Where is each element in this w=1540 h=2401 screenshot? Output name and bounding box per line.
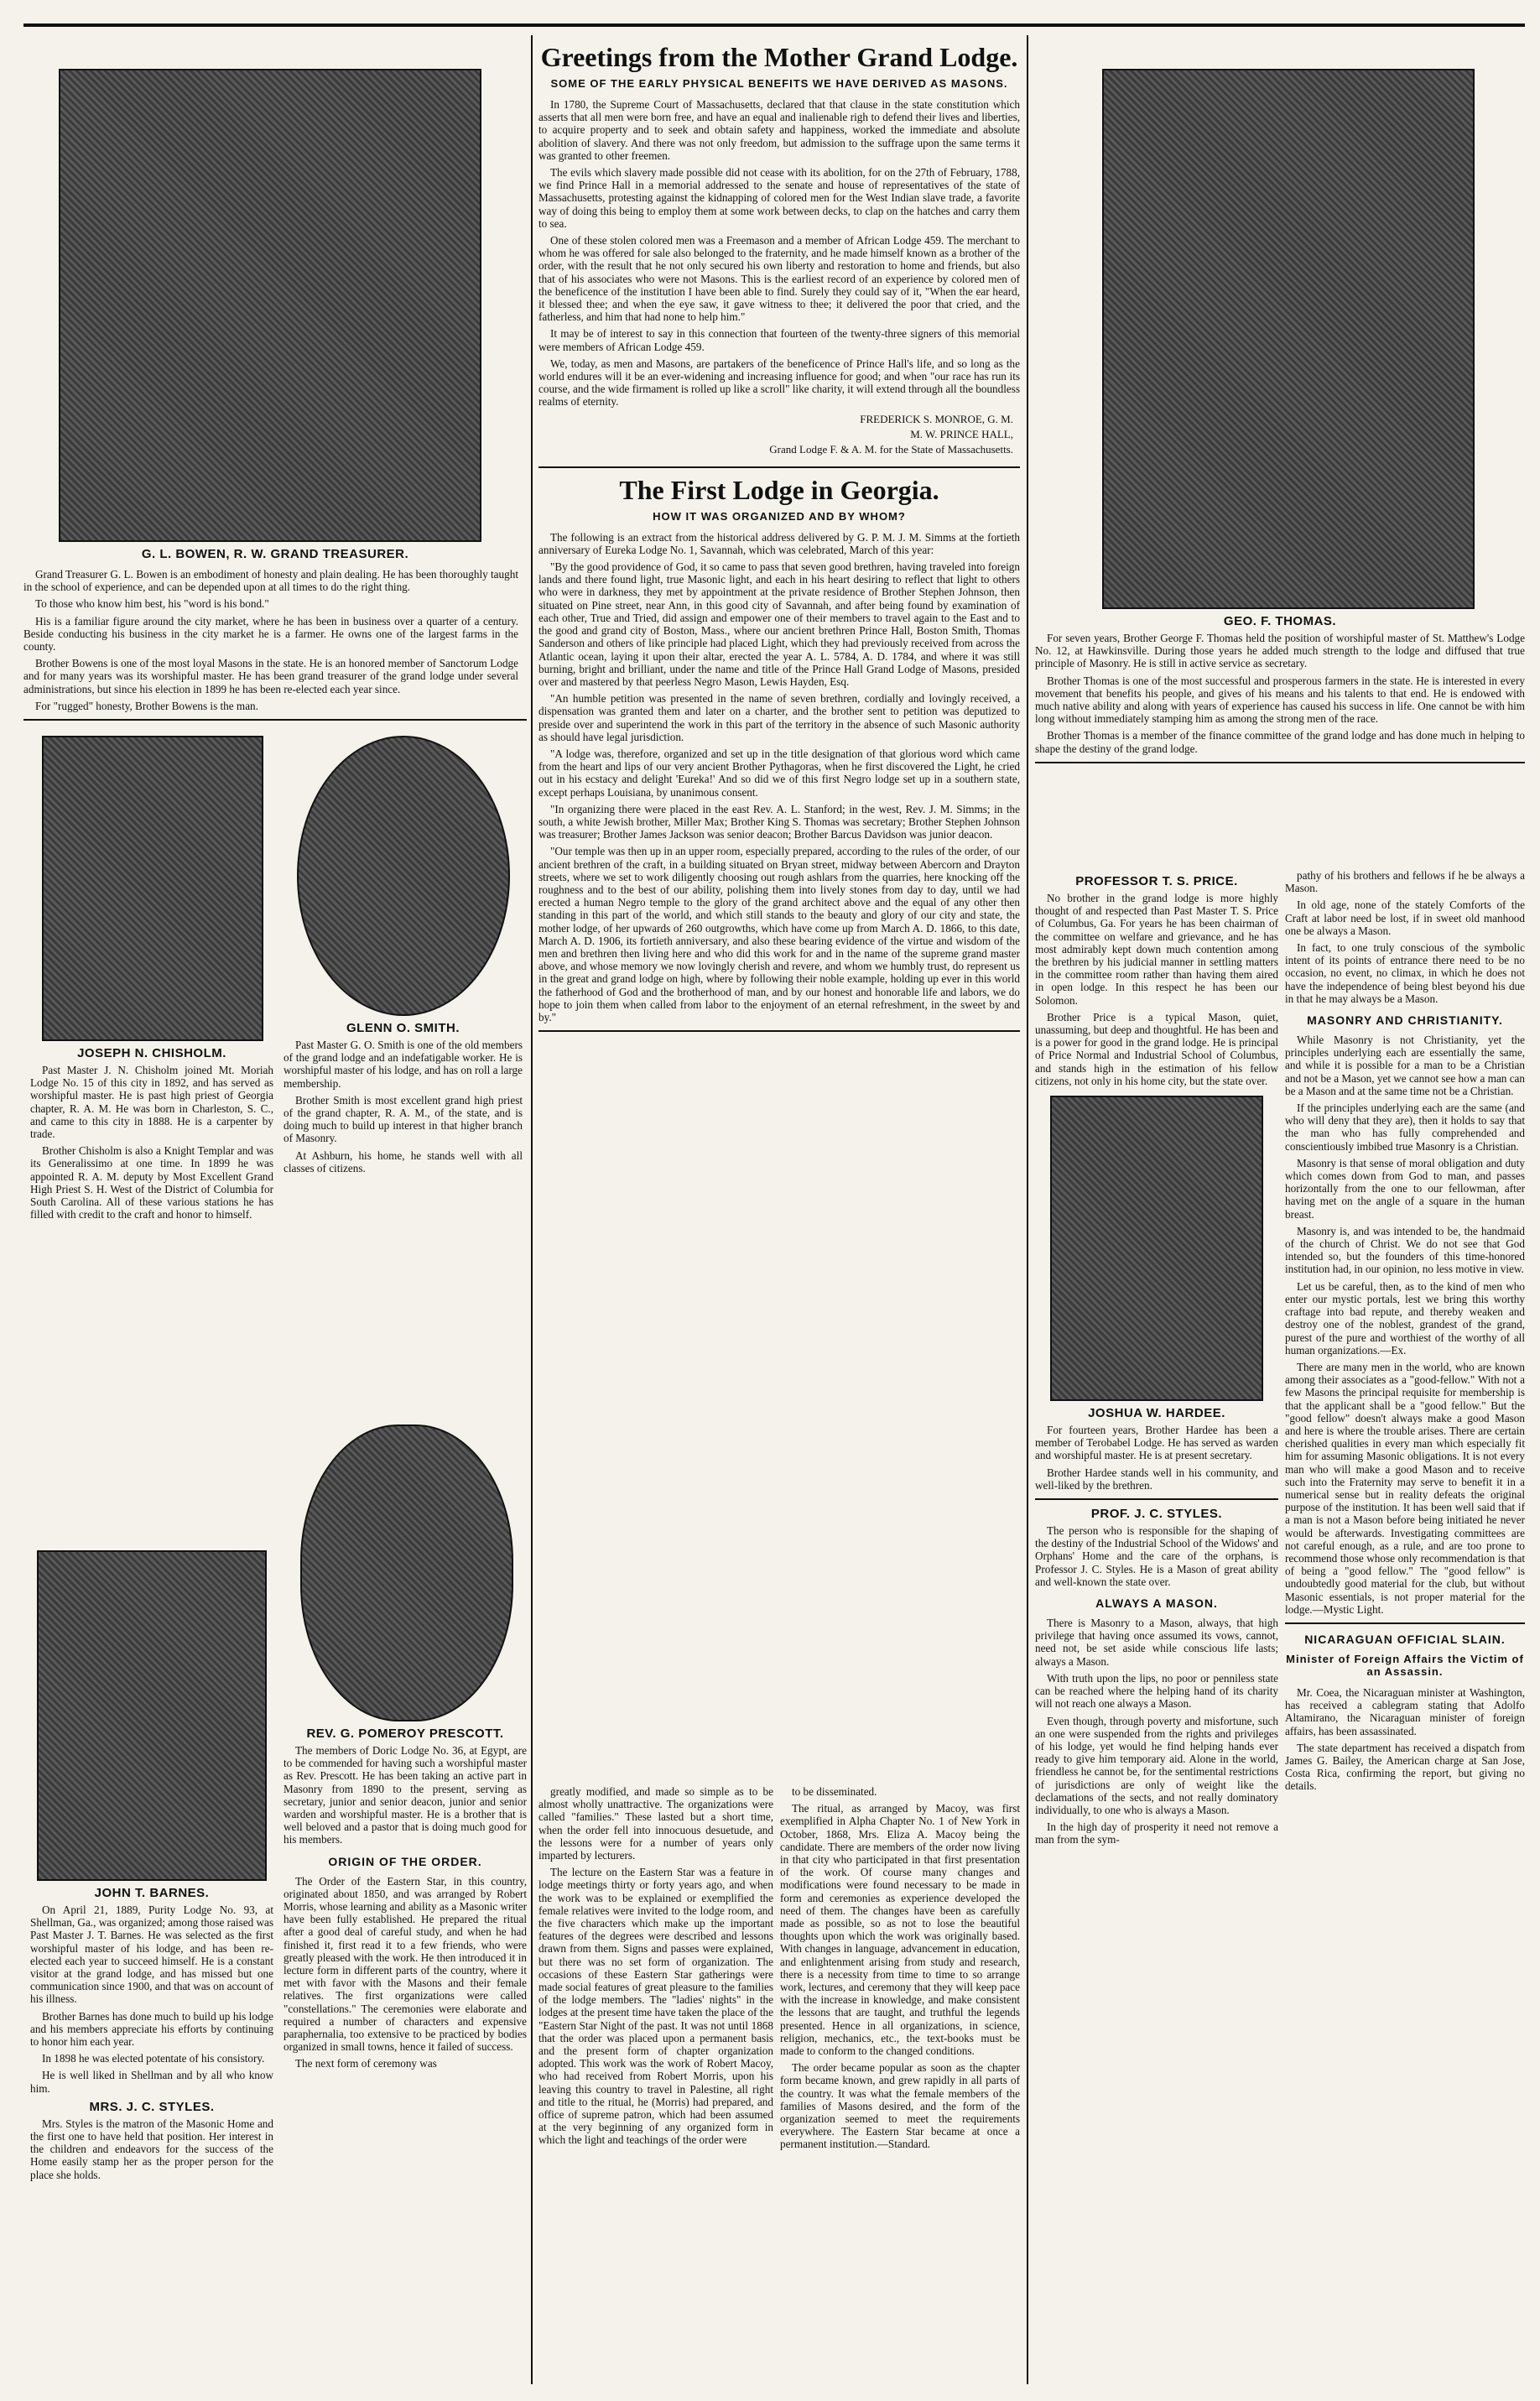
- paragraph: For "rugged" honesty, Brother Bowens is the man.: [35, 699, 258, 712]
- right-col-b: [1285, 869, 1525, 1797]
- paragraph: The order became popular as soon as the chapter form became known, and grew rapidly in all parts of the country. It was what the female members of the families of Masons desired, and the form of the organization seemed to meet the requirements everywhere. The Eastern Star became at once a permanent institution.—Standard.: [780, 2061, 1020, 2151]
- paragraph: With truth upon the lips, no poor or penniless state can be reached where the helping hand of its charity will not reach one always a Mason.: [1035, 1671, 1278, 1711]
- paragraph: There are many men in the world, who are known among their associates as a "good-fellow." With not a few Masons the principal requisite for membership is that the applicant shall be a "good fellow." But the "good fellow" doesn't always make a good Mason and here is where the trouble arises. There are certain cherished qualities in every man which especially fit him for assuming Masonic obligations. It is not every man who will make a good Mason and to receive such into the Fraternity may serve to benefit it in a numerical sense but in reality defeats the original purpose of the institution. It has been well said that if a man is not a Mason before being initiated he never would be afterwards. Investigating committees are not careful enough, as a rule, and are too prone to recommend those whose only recommendation is that of being a "good fellow." The "good fellow" is undoubtedly good material for the club, but without Masonic essentials, is not proper material for the lodge.—Mystic Light.: [1285, 1360, 1525, 1616]
- paragraph: The state department has received a dispatch from James G. Bailey, the American charge at San Jose, Costa Rica, confirming the report, but giving no details.: [1285, 1741, 1525, 1793]
- eastern-star-col-a: [538, 1785, 773, 2151]
- paragraph: If the principles underlying each are the same (and who will deny that they are), then it holds to say that the man who has fully comprehended and conscientiously imbibed true Masonry is a Christian.: [1285, 1102, 1525, 1153]
- prescott-caption: REV. G. POMEROY PRESCOTT.: [306, 1727, 504, 1741]
- paragraph: pathy of his brothers and fellows if he be always a Mason.: [1285, 869, 1525, 895]
- divider: [1035, 762, 1525, 763]
- column-rule: [1027, 35, 1028, 2384]
- paragraph: The person who is responsible for the shaping of the destiny of the Industrial School of the Widows' and Orphans' Home and the care of the orphans, is Professor J. C. Styles. He is a Mason of great ability and well-known the state over.: [1035, 1524, 1278, 1588]
- divider: [538, 466, 1020, 468]
- barnes-caption: JOHN T. BARNES.: [94, 1886, 210, 1900]
- paragraph: The members of Doric Lodge No. 36, at Egypt, are to be commended for having such a worshipful master as Rev. Prescott. He has been taking an active part in Masonry from 1890 to the present, serving as secretary, junior and senior deacon, junior and senior warden and worshipful master. He is a brother that is well beloved and a pastor that is doing much good for his members.: [284, 1744, 527, 1846]
- newspaper-page: [23, 15, 1525, 2389]
- prescott-portrait: [300, 1424, 513, 1721]
- paragraph: "In organizing there were placed in the east Rev. A. L. Stanford; in the west, Rev. J. M. Simms; in the south, a white Jewish brother, Miller Max; Brother King S. Thomas was secretary; Brother Stephen Johnson was treasurer; Brother James Jackson was senior deacon; Brother Barcus Davidson was junior deacon.: [538, 802, 1020, 841]
- greetings-subhead: SOME OF THE EARLY PHYSICAL BENEFITS WE HAVE DERIVED AS MASONS.: [550, 77, 1008, 90]
- signature-line: M. W. PRINCE HALL,: [910, 427, 1013, 440]
- left-column: [23, 35, 527, 1566]
- paragraph: Masonry is that sense of moral obligation and duty which comes down from God to man, and passes horizontally from the one to our fellowman, after having met on the angle of a square in the human breast.: [1285, 1156, 1525, 1221]
- paragraph: On April 21, 1889, Purity Lodge No. 93, at Shellman, Ga., was organized; among those raised was Past Master J. T. Barnes. He was selected as the first worshipful master of his lodge, and has been re-elected each year to succeed himself. He is a constant visitor at the grand lodge, and has missed but one communication since 1900, and that was on account of his illness.: [30, 1904, 273, 2006]
- column-rule: [531, 35, 533, 2384]
- paragraph: Brother Smith is most excellent grand high priest of the grand chapter, R. A. M., of the state, and is doing much to build up interest in that higher branch of Masonry.: [284, 1093, 523, 1145]
- paragraph: The following is an extract from the historical address delivered by G. P. M. J. M. Simms at the fortieth anniversary of Eureka Lodge No. 1, Savannah, which was celebrated, March of this year:: [538, 530, 1020, 556]
- divider: [1035, 1498, 1278, 1500]
- barnes-article: [30, 1550, 273, 2185]
- paragraph: The Order of the Eastern Star, in this country, originated about 1850, and was arranged by Robert Morris, whose learning and ability as a Masonic writer have been fully established. He prepared the ritual after a good deal of careful study, and when he had finished it, first read it to a few friends, who were greatly pleased with the work. He then introduced it in lecture form in different parts of the country, where it met with favor with the Masons and their female relatives. The first organizations were called "constellations." The ceremonies were elaborate and required a number of characters and expensive paraphernalia, too extensive to be practiced by bodies organized in small towns, hence it failed of success.: [284, 1874, 527, 2054]
- paragraph: Brother Chisholm is also a Knight Templar and was its Generalissimo at one time. In 1899 he was appointed R. A. M. deputy by Most Excellent Grand High Priest S. H. West of the District of Columbia for South Carolina. All of these various stations he has filled with credit to the craft and honor to himself.: [30, 1144, 273, 1221]
- barnes-portrait: [37, 1550, 267, 1881]
- paragraph: There is Masonry to a Mason, always, that high privilege that having once assumed its vows, cannot, need not, be set aside while conscious life lasts; always a Mason.: [1035, 1617, 1278, 1668]
- paragraph: Past Master J. N. Chisholm joined Mt. Moriah Lodge No. 15 of this city in 1892, and has served as worshipful master. He is past high priest of Georgia chapter, R. A. M. He was born in Charleston, S. C., and came to this city in 1888. He is a carpenter by trade.: [30, 1064, 273, 1141]
- masthead-rule: [23, 23, 1525, 27]
- paragraph: The next form of ceremony was: [295, 2057, 437, 2070]
- paragraph: His is a familiar figure around the city market, where he has been in business over a quarter of a century. Beside conducting his business in the city market he is a farmer. He owns one of the largest farms in the county.: [23, 614, 518, 654]
- paragraph: At Ashburn, his home, he stands well with all classes of citizens.: [284, 1148, 523, 1174]
- paragraph: "An humble petition was presented in the name of seven brethren, cordially and lovingly received, a dispensation was granted them and later on a charter, and the brother sent to petition was deputized to preside over and superintend the work in this part of the territory in the absence of such Masonic authority as should have legal jurisdiction.: [538, 692, 1020, 743]
- paragraph: It may be of interest to say in this connection that fourteen of the twenty-three signers of this memorial were members of African Lodge 459.: [538, 327, 1020, 353]
- paragraph: The evils which slavery made possible did not cease with its abolition, for on the 27th of February, 1788, we find Prince Hall in a memorial addressed to the senate and house of representatives of the state of Massachusetts, protesting against the kidnapping of colored men for the West Indian slave trade, a favorite way of doing this being to employ them at some work between decks, to clap on the hatches and carry them to sea.: [538, 166, 1020, 230]
- paragraph: To those who know him best, his "word is his bond.": [35, 597, 269, 611]
- paragraph: No brother in the grand lodge is more highly thought of and respected than Past Master T. S. Price of Columbus, Ga. For years he has been chairman of the committee on welfare and grievance, and he has most admirably kept down much contention among the brethren by his judicial manner in settling matters in the committee room rather than having them aired in open lodge. In this respect he has been our Solomon.: [1035, 892, 1278, 1007]
- divider: [538, 1030, 1020, 1032]
- smith-portrait: [297, 736, 510, 1016]
- paragraph: Brother Bowens is one of the most loyal Masons in the state. He is an honored member of Sanctorum Lodge and for many years was its worshipful master. He has been grand treasurer of the grand lodge under several administrations, but since his election in 1899 he has been re-elected each year since.: [23, 657, 518, 695]
- paragraph: Let us be careful, then, as to the kind of men who enter our mystic portals, lest we bring this worthy craftage into bad repute, and thereby weaken and destroy one of the noblest, grandest of the grand, purest of the pure and worthiest of the worthy of all human organizations.—Ex.: [1285, 1279, 1525, 1357]
- paragraph: Past Master G. O. Smith is one of the old members of the grand lodge and an indefatigable worker. He is worshipful master of his lodge, and has on roll a large membership.: [284, 1039, 523, 1090]
- paragraph: In old age, none of the stately Comforts of the Craft at labor need be lost, if in sweet old manhood one be always a Mason.: [1285, 898, 1525, 937]
- prescott-article: [284, 1424, 527, 2075]
- nicaragua-subhead: Minister of Foreign Affairs the Victim of an Assassin.: [1286, 1652, 1524, 1678]
- signature-line: FREDERICK S. MONROE, G. M.: [860, 412, 1013, 425]
- paragraph: While Masonry is not Christianity, yet the principles underlying each are essentially the same, and while it is possible for a man to be a Christian and not be a Mason, yet we cannot see how a man can be a Mason and at the same time not be a Christian.: [1285, 1034, 1525, 1097]
- paragraph: We, today, as men and Masons, are partakers of the beneficence of Prince Hall's life, and so long as the world endures will it be an ever-widening and increasing influence for good; and when "our race has run its course, and the wide firmament is rolled up like a scroll" like charity, it will extend through all the boundless realms of eternity.: [538, 357, 1021, 409]
- paragraph: In fact, to one truly conscious of the symbolic intent of its points of entrance there need to be no occasion, no event, no climax, in which he does not have the independence of being blest beyond his due in that he may always be a Mason.: [1285, 941, 1525, 1005]
- nicaragua-heading: NICARAGUAN OFFICIAL SLAIN.: [1304, 1632, 1506, 1646]
- smith-caption: GLENN O. SMITH.: [346, 1021, 460, 1036]
- eastern-star-col-b: [780, 1785, 1020, 2155]
- paragraph: Mrs. Styles is the matron of the Masonic Home and the first one to have held that position. Her interest in the children and endeavors for the success of the Home easily stamp her as the proper person for the place she holds.: [30, 2117, 273, 2181]
- center-column: [538, 35, 1020, 1039]
- bowen-caption: G. L. BOWEN, R. W. GRAND TREASURER.: [141, 547, 409, 561]
- paragraph: Masonry is, and was intended to be, the handmaid of the church of Christ. We do not see that God intended so, but the founders of this time-honored institution had, in our opinion, no less motive in view.: [1285, 1224, 1525, 1276]
- paragraph: Mr. Coea, the Nicaraguan minister at Washington, has received a cablegram stating that Adolfo Altamirano, the Nicaraguan minister of foreign affairs, has been assassinated.: [1285, 1685, 1525, 1737]
- paragraph: One of these stolen colored men was a Freemason and a member of African Lodge 459. The merchant to whom he was offered for sale also belonged to the fraternity, and he made himself known as a brother of the order, with the result that he not only secured his own liberty and restoration to home and friends, but also that of his associates who were not Masons. This is the earliest record of an experience by colored men of the beneficence of the institution I have been able to find. Surely they could say of it, "When the ear heard, it blessed thee; and when the eye saw, it gave witness to thee; it delivered the poor that cried, and the fatherless, and him that had none to help him.": [538, 234, 1020, 324]
- paragraph: Brother Hardee stands well in his community, and well-liked by the brethren.: [1035, 1466, 1278, 1492]
- paragraph: to be disseminated.: [792, 1785, 877, 1798]
- right-col-a: [1035, 869, 1278, 1851]
- bowen-article: [23, 565, 527, 712]
- divider: [23, 719, 527, 721]
- always-heading: ALWAYS A MASON.: [1095, 1596, 1218, 1611]
- first-lodge-subhead: HOW IT WAS ORGANIZED AND BY WHOM?: [653, 509, 906, 523]
- mrs-styles-caption: MRS. J. C. STYLES.: [89, 2099, 215, 2114]
- origin-heading: ORIGIN OF THE ORDER.: [328, 1854, 482, 1868]
- chisholm-portrait: [42, 736, 263, 1041]
- paragraph: For fourteen years, Brother Hardee has been a member of Terobabel Lodge. He has served as warden and worshipful master. He is at present secretary.: [1035, 1424, 1278, 1462]
- paragraph: greatly modified, and made so simple as to be almost wholly unattractive. The organizations were called "families." These lasted but a short time, when the order fell into innocuous desuetude, and the lessons were for a number of years only imparted by lecturers.: [538, 1785, 773, 1862]
- prof-styles-caption: PROF. J. C. STYLES.: [1090, 1507, 1223, 1522]
- divider: [1285, 1622, 1525, 1624]
- chisholm-article: [30, 736, 273, 1225]
- greetings-headline: Greetings from the Mother Grand Lodge.: [540, 42, 1018, 72]
- paragraph: Brother Thomas is one of the most successful and prosperous farmers in the state. He is interested in every movement that benefits his people, and gives of his means and his talents to that end. He is endowed with much native ability and along with years of experience has caused his success in life. One cannot be with him long without immediately stamping him as among the strong men of the race.: [1035, 674, 1525, 726]
- hardee-portrait: [1050, 1096, 1263, 1401]
- hardee-caption: JOSHUA W. HARDEE.: [1088, 1406, 1225, 1421]
- signature-line: Grand Lodge F. & A. M. for the State of Massachusetts.: [769, 442, 1013, 456]
- right-column: [1035, 35, 1525, 770]
- paragraph: Brother Thomas is a member of the finance committee of the grand lodge and has done much in helping to shape the destiny of the grand lodge.: [1035, 729, 1525, 755]
- christianity-heading: MASONRY AND CHRISTIANITY.: [1307, 1013, 1503, 1028]
- bowen-portrait: [59, 69, 481, 542]
- paragraph: In 1898 he was elected potentate of his consistory.: [42, 2052, 265, 2065]
- paragraph: Grand Treasurer G. L. Bowen is an embodiment of honesty and plain dealing. He has been thoroughly taught in the school of experience, and can be depended upon at all times to do the right thing.: [23, 568, 518, 594]
- paragraph: He is well liked in Shellman and by all who know him.: [30, 2069, 273, 2095]
- thomas-caption: GEO. F. THOMAS.: [1223, 614, 1337, 628]
- paragraph: "By the good providence of God, it so came to pass that seven good brethren, having traveled into foreign lands and there found light, true Masonic light, and each in his heart desiring to reflect that light to others who were in darkness, they met by appointment at the private residence of Brother Stephen Johnson, then situated on Pine street, near Ann, in this good city of Savannah, and after being found by examination of each other, True and Tried, did assign and empower one of their members to travel again to the East and to the good and grand city of Boston, Mass., where our ancient brethren Prince Hall, Boston Smith, Thomas Sanderson and others of like principle had placed Light, which they had previously received from across the Atlantic ocean, laying it upon their altar, erected the year A. L. 5784, A. D. 1784, and where it was still burning, bright and brilliant, under the name and title of the Prince Hall Grand Lodge of Masons, presided over and mastered by that peerless Negro Mason, Lewis Hayden, Esq.: [538, 560, 1020, 688]
- paragraph: Brother Barnes has done much to build up his lodge and his members appreciate his efforts by continuing to honor him each year.: [30, 2009, 273, 2049]
- paragraph: The lecture on the Eastern Star was a feature in lodge meetings thirty or forty years ago, and when the work was to be explained or exemplified the female relatives were invited to the lodge room, and the five characters which make up the important features of the degrees were described and lessons drawn from them. Signs and passes were explained, but there was no set form of organization. The occasions of these Eastern Star gatherings were made social features of great pleasure to the families of the lodge members. The "ladies' nights" in the lodges at the present time have taken the place of the "Eastern Star Night of the past. It was not until 1868 that the order was placed upon a permanent basis and the present form of chapter organization adopted. This work was the work of Robert Macoy, who had received from Robert Morris, upon his leaving this country to travel in Palestine, all right and title to the ritual, he (Morris) had prepared, and office of supreme patron, which had been assumed at the very beginning of any organized form in which the light and teachings of the order were: [538, 1866, 773, 2147]
- thomas-portrait: [1102, 69, 1475, 609]
- paragraph: Brother Price is a typical Mason, quiet, unassuming, but deep and thoughtful. He has been and is a power for good in the grand lodge. He is principal of Price Normal and Industrial School of Columbus, and stands high in the estimation of his fellow citizens, not only in his home city, but the state over.: [1035, 1010, 1278, 1087]
- paragraph: In the high day of prosperity it need not remove a man from the sym-: [1035, 1820, 1278, 1846]
- price-caption: PROFESSOR T. S. PRICE.: [1075, 874, 1238, 888]
- paragraph: In 1780, the Supreme Court of Massachusetts, declared that that clause in the state constitution which asserts that all men were born free, and have an equal and inalienable righ to defend their lives and liberties, to acquire property and to seek and obtain safety and happiness, worked the immediate and absolute abolition of slavery. And there was not only freedom, but admission to the suffrage upon the same terms it was granted to other freemen.: [538, 98, 1020, 162]
- paragraph: Even though, through poverty and misfortune, such an one were suspended from the rights and privileges of his lodge, yet would he find helping hands ever ready to give him temporary aid. Alone in the world, friendless he cannot be, for the sentimental restrictions of jurisdictions are only of weight like the declamations of the sects, and not really dominatory individually, to one who is always a Mason.: [1035, 1714, 1278, 1816]
- paragraph: For seven years, Brother George F. Thomas held the position of worshipful master of St. Matthew's Lodge No. 12, at Hawkinsville. During those years he added much strength to the lodge and diffused that true principle of Masonry. He is still in active service as secretary.: [1035, 632, 1525, 670]
- paragraph: The ritual, as arranged by Macoy, was first exemplified in Alpha Chapter No. 1 of New York in October, 1868, Mrs. Eliza A. Macoy being the candidate. There are members of the order now living in that city who participated in that first presentation of the work. Of course many changes and modifications were found necessary to be made in form and ceremonies as experience developed the need of them. The changes have been as carefully made as possible, so as not to lose the beautiful thoughts upon which the work was originally based. With changes in language, advancement in education, and enlightenment arising from study and research, there is a necessity from time to time to so arrange work, lectures, and ceremony that they will keep pace with the increase in knowledge, and make consistent the lessons that are taught, and truthful the legends presented. Hence in all organizations, in science, religion, mechanics, etc., the text-books must be made to conform to the changed conditions.: [780, 1802, 1020, 2058]
- paragraph: "Our temple was then up in an upper room, especially prepared, according to the rules of the order, of our ancient brethren of the craft, in a building situated on Bryan street, midway between Abercorn and Drayton streets, where we set to work diligently choosing out rough ashlars from the quarries, here knocking off the roughness and to the best of our ability, polishing them into lively stones from day to day, until we had erected a human Negro temple to the glory of the grand architect above and the equal of any other then standing in this part of the world, and which still stands to the beauty and glory of our city and state, the mother lodge, of her upwards of 260 outgrowths, which have come up from March A. D. 1866, to this date, March A. D. 1906, its fortieth anniversary, and also these bearing evidence of the virtue and wisdom of the men and brethren then living here and who did this work for and in the name of the supreme grand master above, and whose memory we now lovingly cherish and revere, and whom we humbly trust, do represent us in the great and grand lodge on high, where by following their noble example, holding up ever in this world the fatherhood of God and the brotherhood of man, and by our honest and honorable life and labors, we do hope to join them when called from labor to the enjoyment of an eternal refreshment, in the sweet by and by.": [538, 845, 1020, 1023]
- chisholm-caption: JOSEPH N. CHISHOLM.: [77, 1046, 226, 1061]
- first-lodge-headline: The First Lodge in Georgia.: [619, 474, 939, 505]
- paragraph: "A lodge was, therefore, organized and set up in the title designation of that glorious word which came from the heart and lips of our very ancient Brother Pythagoras, when he first discovered the Light, he cried out in his ecstacy and delight 'Eureka!' And so did we of this first Negro lodge set up in a southern state, except perhaps Louisiana, by unanimous consent.: [538, 747, 1020, 799]
- smith-article: [284, 736, 523, 1179]
